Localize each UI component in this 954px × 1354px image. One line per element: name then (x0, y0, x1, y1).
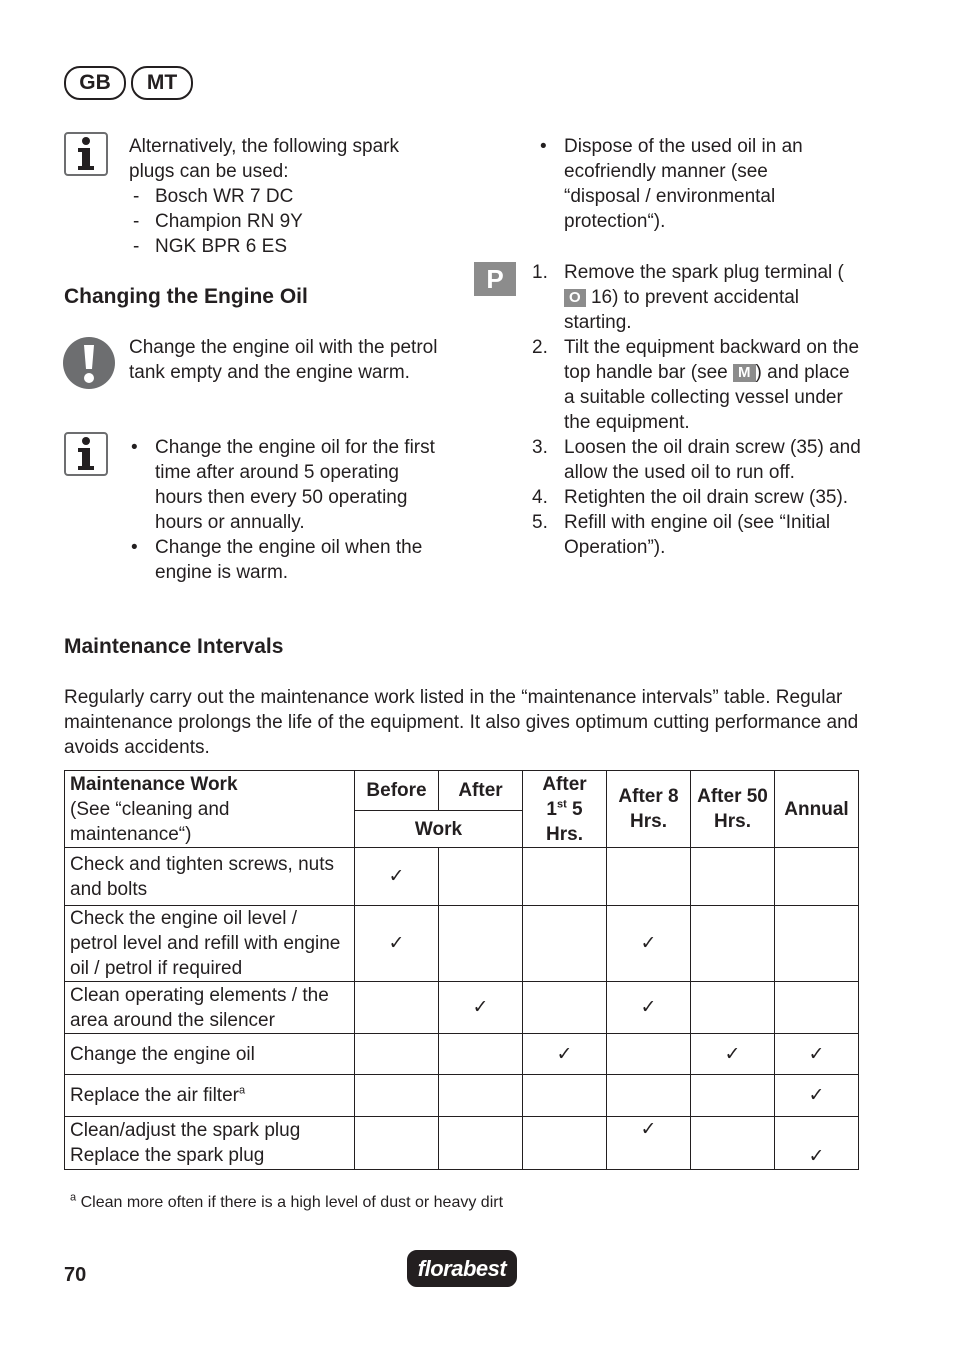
florabest-logo: florabest (407, 1250, 517, 1287)
check-mark: ✓ (775, 1117, 859, 1170)
step-text: Retighten the oil drain screw (35). (564, 487, 849, 508)
step-number: 3. (532, 437, 548, 458)
check-mark: ✓ (607, 906, 691, 982)
header-label: After (542, 773, 587, 795)
list-item: • Change the engine oil when the engine is warm. (129, 535, 449, 585)
check-mark: ✓ (355, 848, 439, 906)
header-after-8-hrs: After 8 Hrs. (607, 771, 691, 848)
spark-plug-alternatives (129, 134, 439, 259)
list-item: • Dispose of the used oil in an ecofriendly manner (see “disposal / environmental protection“). (538, 134, 838, 234)
step-number: 2. (532, 337, 548, 358)
language-badges (64, 66, 193, 100)
list-item (532, 510, 862, 560)
list-item: - Champion RN 9Y (129, 209, 439, 234)
maintenance-table (64, 770, 859, 1170)
header-label: 5 (566, 798, 583, 820)
task-cell: Change the engine oil (65, 1034, 355, 1075)
header-label: Hrs. (546, 823, 583, 845)
lang-badge-mt: MT (131, 66, 193, 100)
check-mark: ✓ (775, 1034, 859, 1075)
header-after-50-hrs: After 50 Hrs. (691, 771, 775, 848)
info-icon (64, 432, 108, 476)
header-superscript: st (556, 798, 567, 811)
table-row (65, 1075, 859, 1117)
info-text: Alternatively, the following spark plugs can be used: (129, 136, 399, 182)
page-number: 70 (64, 1264, 87, 1286)
dispose-note (538, 134, 838, 234)
task-cell: Clean operating elements / the area around the silencer (65, 982, 355, 1034)
header-label: 1 (546, 798, 557, 820)
list-item: - NGK BPR 6 ES (129, 234, 439, 259)
task-cell: Check and tighten screws, nuts and bolts (65, 848, 355, 906)
header-label: Maintenance Work (70, 773, 238, 795)
table-row (65, 982, 859, 1034)
check-mark: ✓ (523, 1034, 607, 1075)
header-sublabel: (See “cleaning and maintenance“) (70, 798, 230, 845)
task-cell (65, 1117, 355, 1170)
list-item (532, 260, 862, 335)
check-mark: ✓ (691, 1034, 775, 1075)
figure-o-tag: O (564, 289, 586, 307)
task-text: Clean/adjust the spark plug (70, 1120, 301, 1141)
header-after-first-5-hrs (523, 771, 607, 848)
table-row (65, 848, 859, 906)
list-item (532, 335, 862, 435)
oil-change-steps (532, 260, 862, 560)
figure-m-tag: M (733, 364, 756, 382)
warning-text: Change the engine oil with the petrol tank empty and the engine warm. (129, 337, 438, 383)
header-maintenance-work (65, 771, 355, 848)
spark-plug-list (129, 184, 439, 259)
check-mark: ✓ (439, 982, 523, 1034)
heading-maintenance-intervals: Maintenance Intervals (64, 635, 284, 658)
table-footnote (70, 1192, 503, 1214)
step-number: 1. (532, 262, 548, 283)
table-row (65, 1117, 859, 1170)
list-item: • Change the engine oil for the first time after around 5 operating hours then every 50 operating hours or annually. (129, 435, 449, 535)
header-after: After (439, 771, 523, 811)
lang-badge-gb: GB (64, 66, 126, 100)
check-mark: ✓ (607, 982, 691, 1034)
step-text: Loosen the oil drain screw (35) and allow the used oil to run off. (564, 437, 861, 483)
step-text: 16) to prevent accidental starting. (564, 287, 800, 333)
list-item (532, 435, 862, 485)
check-mark: ✓ (607, 1117, 691, 1170)
info-icon (64, 132, 108, 176)
task-cell (65, 1075, 355, 1117)
task-text: Replace the air filter (70, 1085, 239, 1106)
procedure-icon: P (474, 262, 516, 296)
step-number: 5. (532, 512, 548, 533)
warning-icon (63, 337, 115, 389)
list-item: - Bosch WR 7 DC (129, 184, 439, 209)
task-text: Replace the spark plug (70, 1145, 265, 1166)
task-cell: Check the engine oil level / petrol level and refill with engine oil / petrol if required (65, 906, 355, 982)
footnote-mark: a (70, 1191, 77, 1204)
table-row (65, 1034, 859, 1075)
heading-changing-engine-oil: Changing the Engine Oil (64, 285, 308, 308)
table-row (65, 906, 859, 982)
header-before: Before (355, 771, 439, 811)
header-work-group: Work (355, 811, 523, 848)
header-annual: Annual (775, 771, 859, 848)
check-mark: ✓ (775, 1075, 859, 1117)
step-text: Refill with engine oil (see “Initial Operation”). (564, 512, 831, 558)
footnote-text: Clean more often if there is a high level of dust or heavy dirt (80, 1194, 504, 1211)
footnote-ref: a (238, 1084, 246, 1097)
list-item (532, 485, 862, 510)
oil-change-notes (129, 435, 449, 585)
step-text: Remove the spark plug terminal ( (564, 262, 844, 283)
step-number: 4. (532, 487, 548, 508)
table-header-row (65, 771, 859, 811)
step-text: ) and place a suitable collecting vessel under the equipment. (564, 362, 850, 433)
step-text: Tilt the equipment backward on the top handle bar (see (564, 337, 860, 383)
maintenance-intro: Regularly carry out the maintenance work listed in the “maintenance intervals” table. Regular maintenance prolongs the life of the equipment. It also gives optimum cutting performance and avoids accidents. (64, 687, 859, 758)
check-mark: ✓ (355, 906, 439, 982)
